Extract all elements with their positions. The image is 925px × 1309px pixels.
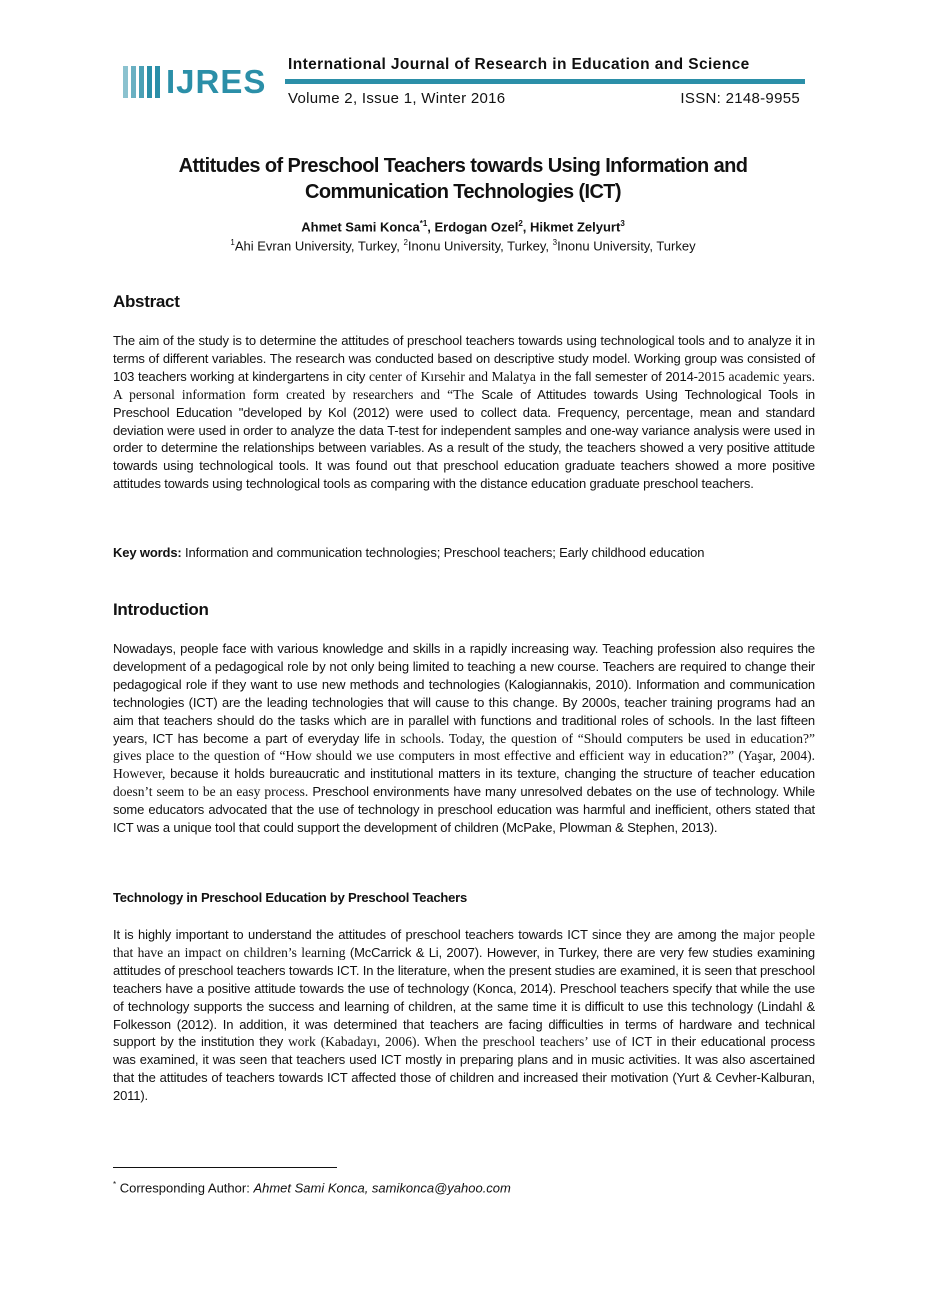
intro-text: doesn’t seem to be an easy process. — [113, 784, 309, 800]
footnote-rule — [113, 1167, 337, 1168]
journal-logo — [123, 64, 266, 100]
author-separator: , — [522, 219, 530, 235]
affil-sup: 2 — [403, 238, 408, 247]
affil-sup: 1 — [230, 238, 235, 247]
author-separator: , — [427, 219, 435, 235]
intro-text: Preschool environments have many unresolved debates on the use of technology. While some educators advocated that the use of technology in preschool education was harmful and inefficient, others stated that ICT was a unique tool that could support the development of children (McPake, Plowman & Stephen, 2013). — [113, 784, 815, 836]
keywords — [113, 545, 815, 560]
paper-title — [113, 153, 813, 205]
abstract-body — [113, 332, 815, 493]
footnote-label: Corresponding Author: — [116, 1180, 254, 1196]
affil-text: Inonu University, Turkey — [557, 238, 696, 254]
affil-text: Inonu University, Turkey, — [407, 238, 553, 254]
subsection-heading: Technology in Preschool Education by Preschool Teachers — [113, 890, 468, 905]
subsection-text: major people that have an impact on children’s learning — [113, 927, 815, 960]
journal-title: International Journal of Research in Education and Science — [288, 56, 750, 73]
authors — [113, 219, 813, 234]
author-name: Erdogan Ozel — [434, 219, 519, 235]
introduction-heading: Introduction — [113, 600, 209, 619]
header-rule — [285, 79, 805, 84]
footnote-marker: * — [113, 1180, 117, 1189]
subsection-text: ICT in their educational process was examined, it was seen that teachers used ICT mostly in preparing plans and in music activities. It was also ascertained that the attitudes of teachers towards ICT affected those of children and increased their motivation (Yurt & Cevher-Kalburan, 2011). — [113, 1034, 816, 1104]
affil-text: Ahi Evran University, Turkey, — [234, 238, 404, 254]
logo-bars-icon — [123, 66, 160, 98]
subsection-body — [113, 926, 815, 1105]
author-name: Hikmet Zelyurt — [530, 219, 621, 235]
abstract-text: the fall semester of 2014- — [550, 368, 698, 384]
affil-sup: 3 — [552, 238, 558, 247]
abstract-text: The aim of the study is to determine the attitudes of preschool teachers towards using technological tools and to analyze it in terms of different variables. The research was conducted based on descriptive study model. Working group was consisted of 103 teachers working at kindergartens in city — [113, 333, 815, 384]
abstract-text: Scale of Attitudes towards Using Technological Tools in Preschool Education "developed by Kol (2012) were used to collect data. Frequency, percentage, mean and standard deviation were used in order to analyze the data T-test for independent samples and one-way variance analysis were used in order to determine the relationships between variables. As a result of the study, the teachers showed a very positive attitude towards using technological tools. It was found out that preschool education graduate teachers showed a more positive attitudes towards using technological tools as comparing with the distance education graduate preschool teachers. — [113, 386, 816, 492]
intro-text: because it holds bureaucratic and institutional matters in its texture, changing the structure of teacher education — [165, 766, 815, 782]
abstract-text: 2015 academic years. A personal information form created by researchers and “The — [113, 368, 815, 402]
volume-info: Volume 2, Issue 1, Winter 2016 — [288, 90, 506, 107]
footnote — [113, 1180, 511, 1195]
subsection-text: work (Kabadayı, 2006). When the preschool teachers’ use of — [288, 1034, 627, 1050]
title-line-2: Communication Technologies (ICT) — [305, 181, 621, 203]
intro-text: Nowadays, people face with various knowledge and skills in a rapidly increasing way. Teaching profession also requires the development of a pedagogical role by not only being limited to teaching a new course. Teachers are required to change their pedagogical role if they want to use new methods and technologies (Kalogiannakis, 2010). Information and communication technologies (ICT) are the leading technologies that will cause to this change. By 2000s, teacher training programs had an aim that teachers should do the tasks which are in parallel with functions and traditional roles of schools. In the last fifteen years, ICT has become a part of everyday life — [113, 641, 815, 746]
subsection-text: It is highly important to understand the attitudes of preschool teachers towards ICT since they are among the — [113, 927, 744, 942]
author-name: Ahmet Sami Konca — [301, 219, 420, 235]
issn: ISSN: 2148-9955 — [680, 90, 800, 107]
footnote-author: Ahmet Sami Konca, samikonca@yahoo.com — [253, 1180, 511, 1196]
keywords-label: Key words: — [113, 545, 182, 560]
logo-text: IJRES — [166, 63, 267, 100]
author-sup: 2 — [518, 219, 523, 228]
subsection-text: (McCarrick & Li, 2007). However, in Turkey, there are very few studies examining attitudes of preschool teachers towards ICT. In the literature, when the present studies are examined, it is seen that preschool teachers have a positive attitude towards the use of technology (Konca, 2014). Preschool teachers specify that while the use of technology supports the success and learning of children, at the same time it is difficult to use this technology (Lindahl & Folkesson (2012). In addition, it was determined that teachers are facing difficulties in terms of hardware and technical support by the institution they — [113, 944, 816, 1050]
abstract-heading: Abstract — [113, 292, 180, 311]
abstract-text: center of Kırsehir and Malatya in — [369, 368, 551, 384]
author-sup: 3 — [620, 219, 625, 228]
author-sup: *1 — [419, 219, 428, 228]
introduction-body — [113, 640, 815, 837]
keywords-text: Information and communication technologies; Preschool teachers; Early childhood education — [181, 545, 705, 560]
intro-text: in schools. Today, the question of “Should computers be used in education?” gives place to the question of “How should we use computers in most effective and efficient way in education?” (Yaşar, 2004). However, — [113, 730, 815, 782]
title-line-1: Attitudes of Preschool Teachers towards Using Information and — [178, 155, 748, 177]
affiliations — [113, 238, 813, 253]
